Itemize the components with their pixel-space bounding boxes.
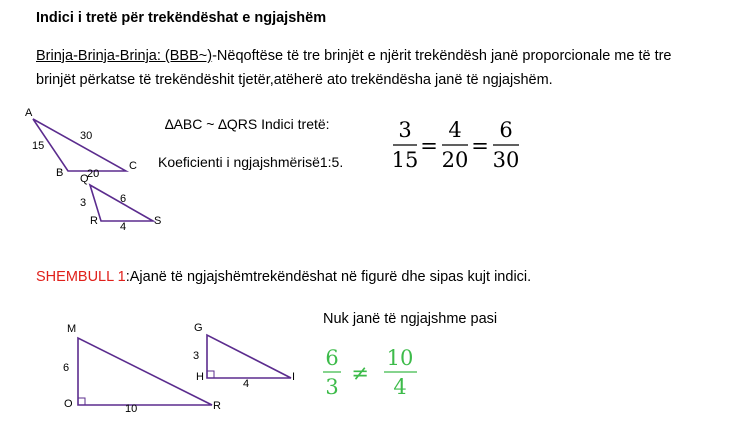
- right-angle-h: [207, 371, 214, 378]
- answer-text: Nuk janë të ngjajshme pasi: [323, 311, 498, 327]
- ratio-eq-1: =: [420, 134, 438, 158]
- ratio-den-2: 20: [441, 148, 469, 172]
- side-or: 10: [125, 403, 138, 415]
- vertex-r: R: [90, 215, 98, 227]
- similarity-statement: ∆ABC ~ ∆QRS Indici tretë:: [165, 116, 330, 132]
- definition-text-1: -Nëqoftëse të tre brinjët e njërit trekëndësh janë proporcionale me të tre: [212, 48, 672, 64]
- ratio-num-2: 4: [448, 118, 462, 142]
- answer-neq: ≠: [351, 361, 369, 385]
- vertex-q: Q: [80, 173, 89, 185]
- side-ab: 15: [32, 140, 45, 152]
- side-rs: 4: [120, 221, 127, 233]
- page-title: Indici i tretë për trekëndëshat e ngjajshëm: [36, 10, 327, 26]
- ratio-num-1: 3: [398, 118, 412, 142]
- vertex-g: G: [194, 322, 203, 334]
- ratio-eq-2: =: [471, 134, 489, 158]
- side-gh: 3: [193, 350, 200, 362]
- vertex-i: I: [292, 371, 296, 383]
- example-question: :Ajanë të ngjajshëmtrekëndëshat në figurë dhe sipas kujt indici.: [125, 269, 532, 285]
- side-ac: 30: [80, 130, 93, 142]
- answer-den-right: 4: [393, 375, 407, 399]
- side-hi: 4: [243, 378, 250, 390]
- answer-inequality: [318, 345, 428, 405]
- answer-den-left: 3: [325, 375, 339, 399]
- side-bc: 20: [87, 168, 100, 180]
- example-label: SHEMBULL 1: [36, 269, 126, 285]
- ratio-den-3: 30: [492, 148, 520, 172]
- example-line: [36, 269, 531, 285]
- vertex-a: A: [25, 107, 33, 119]
- triangle-mor: [78, 338, 212, 405]
- vertex-c: C: [129, 160, 137, 172]
- vertex-m: M: [67, 323, 77, 335]
- triangle-ghi: [207, 335, 291, 378]
- vertex-h: H: [196, 371, 204, 383]
- criterion-label: Brinja-Brinja-Brinja: (BBB~): [36, 48, 213, 64]
- answer-num-right: 10: [386, 346, 414, 370]
- ratio-equation: [385, 115, 525, 175]
- ratio-den-1: 15: [391, 148, 419, 172]
- vertex-b: B: [56, 167, 64, 179]
- vertex-s: S: [154, 215, 162, 227]
- vertex-o: O: [64, 398, 73, 410]
- right-angle-o: [78, 398, 85, 405]
- side-qs: 6: [120, 193, 127, 205]
- coefficient-text: Koeficienti i ngjajshmërisë1:5.: [158, 154, 344, 170]
- definition-line-2: brinjët përkatse të trekëndëshit tjetër,atëherë ato trekëndësha janë të ngjajshëm.: [36, 72, 553, 88]
- vertex-r2: R: [213, 400, 221, 412]
- ratio-num-3: 6: [499, 118, 513, 142]
- side-qr: 3: [80, 197, 87, 209]
- side-mo: 6: [63, 362, 70, 374]
- answer-num-left: 6: [325, 346, 339, 370]
- triangle-abc: [33, 119, 126, 171]
